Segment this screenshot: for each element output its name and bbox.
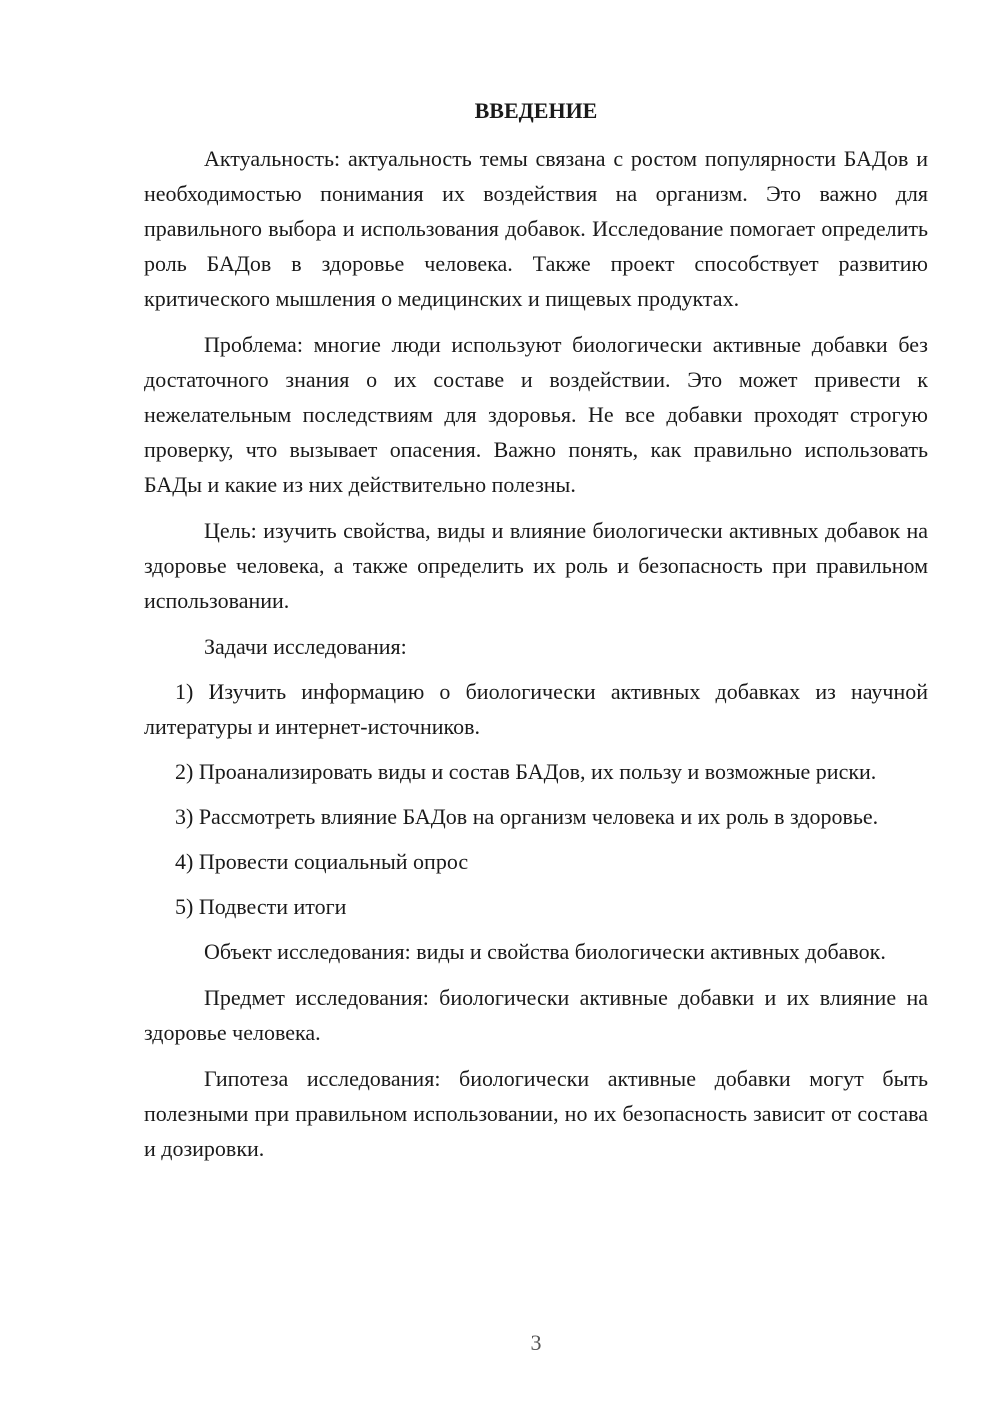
document-body	[144, 93, 928, 1177]
subject-paragraph: Предмет исследования: биологически активные добавки и их влияние на здоровье человека.	[144, 985, 928, 1045]
task-item: 1) Изучить информацию о биологически активных добавках из научной литературы и интернет-источников.	[144, 679, 928, 739]
tasks-list	[144, 674, 928, 924]
task-item: 3) Рассмотреть влияние БАДов на организм человека и их роль в здоровье.	[175, 804, 879, 829]
goal-paragraph: Цель: изучить свойства, виды и влияние биологически активных добавок на здоровье человека, а также определить их роль и безопасность при правильном использовании.	[144, 518, 928, 613]
relevance-paragraph: Актуальность: актуальность темы связана с ростом популярности БАДов и необходимостью понимания их воздействия на организм. Это важно для правильного выбора и использования добавок. Исследование помогает определить роль БАДов в здоровье человека. Также проект способствует развитию критического мышления о медицинских и пищевых продуктах.	[144, 146, 928, 311]
object-paragraph: Объект исследования: виды и свойства биологически активных добавок.	[204, 939, 886, 964]
task-item: 2) Проанализировать виды и состав БАДов, их пользу и возможные риски.	[175, 759, 877, 784]
tasks-heading: Задачи исследования:	[204, 634, 407, 659]
hypothesis-paragraph: Гипотеза исследования: биологически активные добавки могут быть полезными при правильном использовании, но их безопасность зависит от состава и дозировки.	[144, 1066, 928, 1161]
task-item: 4) Провести социальный опрос	[175, 849, 469, 874]
page-number: 3	[530, 1330, 542, 1355]
task-item: 5) Подвести итоги	[175, 894, 347, 919]
problem-paragraph: Проблема: многие люди используют биологически активные добавки без достаточного знания о их составе и воздействии. Это может привести к нежелательным последствиям для здоровья. Не все добавки проходят строгую проверку, что вызывает опасения. Важно понять, как правильно использовать БАДы и какие из них действительно полезны.	[144, 332, 928, 497]
page-title: ВВЕДЕНИЕ	[474, 98, 598, 123]
